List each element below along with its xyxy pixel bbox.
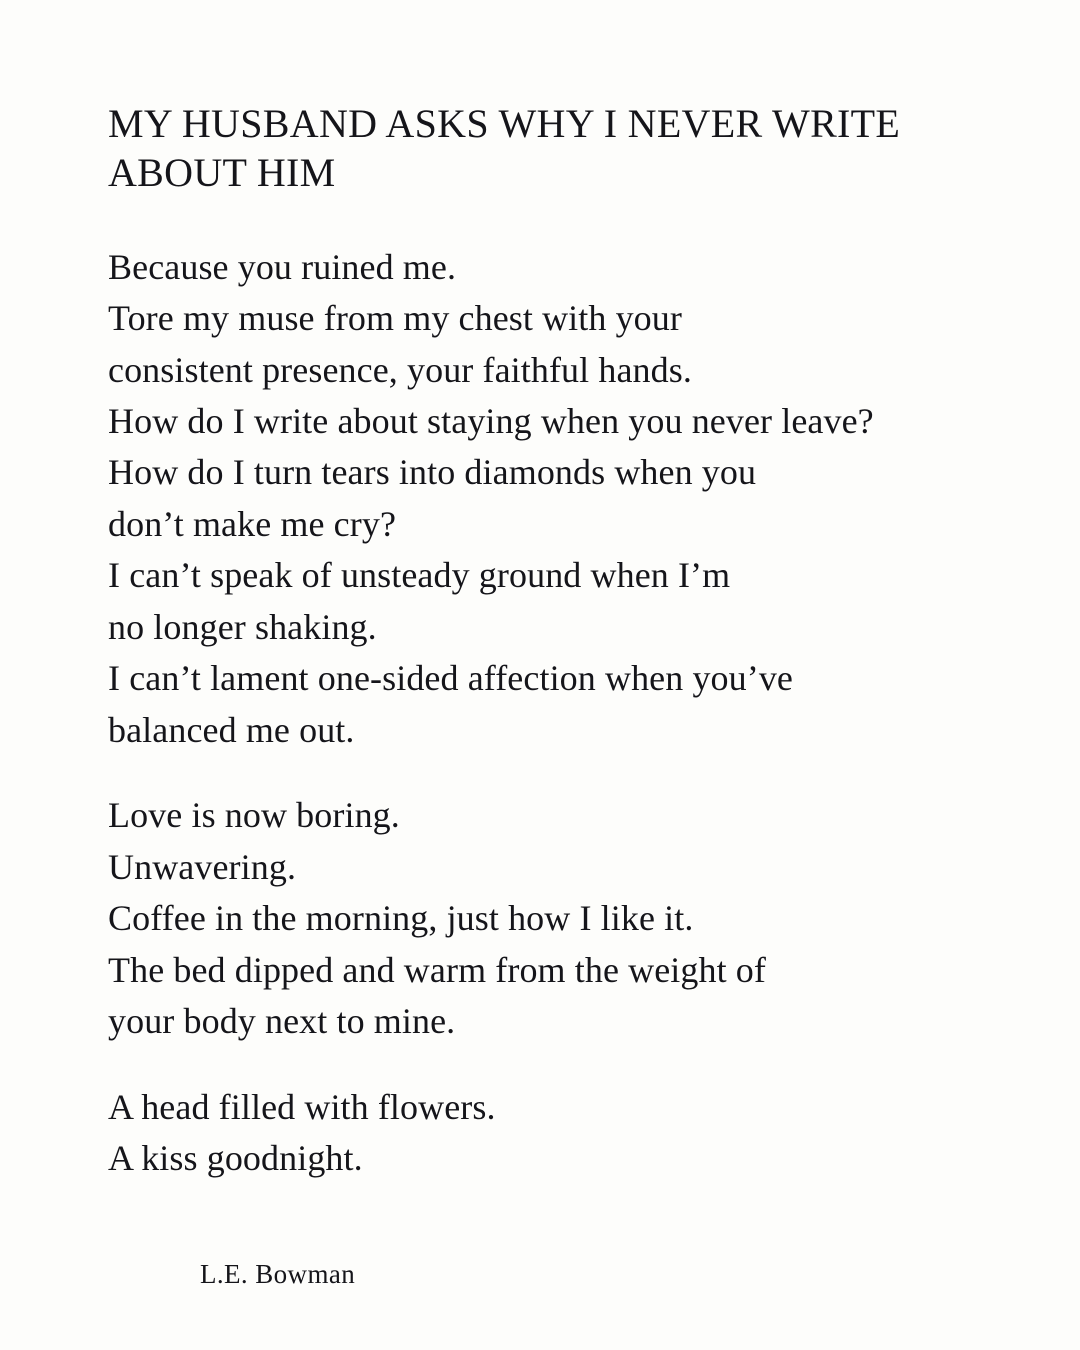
poem-line: don’t make me cry?	[108, 503, 397, 544]
poem-line: no longer shaking.	[108, 606, 377, 647]
poem-line: I can’t lament one-sided affection when you’ve	[108, 658, 794, 699]
author-attribution: L.E. Bowman	[200, 1258, 356, 1289]
poem-line: A head filled with flowers.	[108, 1086, 496, 1127]
poem-line: balanced me out.	[108, 709, 355, 750]
poem-line: A kiss goodnight.	[108, 1138, 363, 1179]
stanza-1	[108, 242, 988, 757]
stanza-3	[108, 1082, 988, 1185]
poem-line: The bed dipped and warm from the weight of	[108, 949, 767, 990]
poem-line: your body next to mine.	[108, 1001, 456, 1042]
poem-line: Love is now boring.	[108, 795, 400, 836]
poem-line: How do I turn tears into diamonds when you	[108, 452, 757, 493]
poem-line: Tore my muse from my chest with your	[108, 298, 682, 339]
poem-line: Because you ruined me.	[108, 246, 457, 287]
poem-line: I can’t speak of unsteady ground when I’m	[108, 555, 731, 596]
poem-line: How do I write about staying when you never leave?	[108, 401, 874, 441]
poem-line: consistent presence, your faithful hands.	[108, 349, 692, 390]
poem-line: Unwavering.	[108, 846, 297, 887]
stanza-2	[108, 790, 988, 1047]
page-title: MY HUSBAND ASKS WHY I NEVER WRITE ABOUT HIM	[108, 101, 901, 195]
poem-line: Coffee in the morning, just how I like it.	[108, 898, 694, 939]
